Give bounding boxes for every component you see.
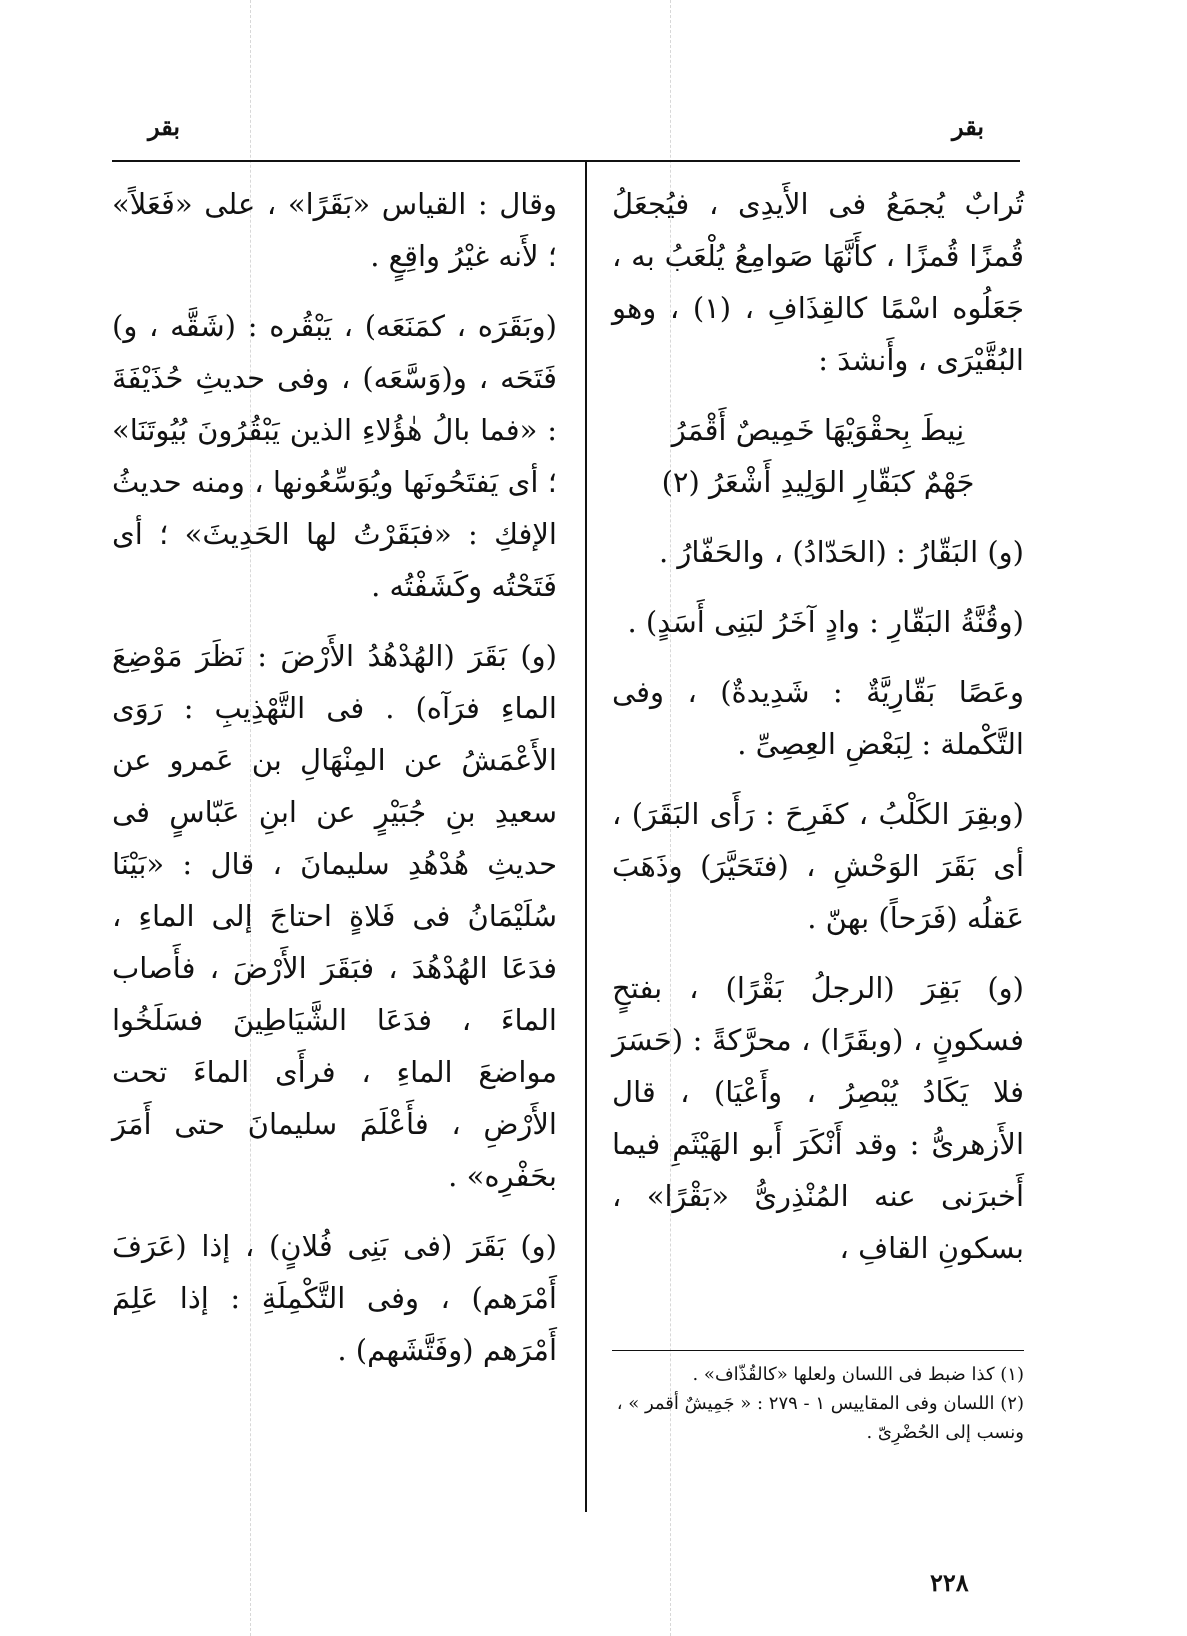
- paragraph: (و) البَقّارُ : (الحَدّادُ) ، والحَفّارُ .: [658, 535, 1024, 569]
- paragraph: (وبَقَرَه ، كمَنَعَه) ، يَبْقُره : (شَقَّه ، و) فَتَحَه ، و(وَسَّعَه) ، وفى حديثِ حُذَيْفَةَ : «فما بالُ هٰؤُلاءِ الذين يَبْقُرُونَ بُيُوتَنَا» ؛ أى يَفتَحُونَها ويُوَسِّعُونها ، ومنه حديثُ الإفكِ : «فبَقَرْتُ لها الحَدِيثَ» ؛ أى فَتَحْتُه وكَشَفْتُه .: [112, 309, 557, 603]
- verse-line: جَهْمٌ كبَقّارِ الوَلِيدِ أَشْعَرُ (٢): [661, 465, 975, 499]
- footnote: (١) كذا ضبط فى اللسان ولعلها «كالقُذّاف» .: [692, 1364, 1024, 1385]
- paragraph: (و) بَقِرَ (الرجلُ بَقْرًا) ، بفتحٍ فسكونٍ ، (وبقَرًا) ، محرَّكةً : (حَسَرَ فلا يَكَادُ يُبْصِرُ ، وأَعْيَا) ، قال الأَزهرىُّ : وقد أَنْكَرَ أَبو الهَيْثَمِ فيما أَخبرَنى عنه المُنْذِرىُّ «بَقْرًا» ، بسكونِ القافِ ،: [612, 971, 1024, 1265]
- paragraph: (وقُنَّةُ البَقّارِ : وادٍ آخَرُ لبَنِى أَسَدٍ) .: [627, 605, 1024, 639]
- paragraph: وعَصًا بَقّارِيَّةٌ : شَدِيدةٌ) ، وفى التَّكْملة : لِبَعْضِ العِصِىِّ .: [612, 675, 1024, 761]
- footnote-rule: [612, 1350, 1024, 1351]
- footnotes: [612, 1360, 1024, 1447]
- running-head-right: بقر: [952, 112, 985, 141]
- paragraph: تُرابٌ يُجمَعُ فى الأَيدِى ، فيُجعَلُ قُمزًا قُمزًا ، كأَنَّهَا صَوامِعُ يُلْعَبُ به ، جَعَلُوه اسْمًا كالقِذَافِ ، (١) ، وهو البُقَّيْرَى ، وأَنشدَ :: [612, 187, 1024, 377]
- column-divider: [585, 160, 587, 1512]
- running-head-left: بقر: [148, 112, 181, 141]
- verse-line: نِيطَ بِحقْوَيْهَا خَمِيصٌ أَقْمَرُ: [671, 413, 965, 447]
- right-column: [612, 178, 1024, 1292]
- verse: [612, 404, 1024, 508]
- paragraph: وقال : القياس «بَقَرًا» ، على «فَعَلاً» ؛ لأَنه غيْرُ واقِعٍ .: [112, 187, 557, 273]
- header-rule: [112, 160, 1020, 162]
- left-column: [112, 178, 557, 1394]
- page-number: ٢٢٨: [930, 1568, 969, 1597]
- paragraph: (وبقِرَ الكَلْبُ ، كفَرِحَ : رَأَى البَقَرَ) ، أى بَقَرَ الوَحْشِ ، (فتَحَيَّرَ) وذَهَبَ عَقلُه (فَرَحاً) بهنّ .: [612, 797, 1024, 935]
- paragraph: (و) بَقَرَ (الهُدْهُدُ الأَرْضَ : نَظَرَ مَوْضِعَ الماءِ فرَآه) . فى التَّهْذِيبِ : رَوَى الأَعْمَشُ عن المِنْهَالِ بن عَمرو عن سعيدِ بنِ جُبَيْرٍ عن ابنِ عَبّاسٍ فى حديثِ هُدْهُدِ سليمانَ ، قال : «بَيْنَا سُلَيْمَانُ فى فَلاةٍ احتاجَ إلى الماءِ ، فدَعَا الهُدْهُدَ ، فبَقَرَ الأَرْضَ ، فأَصاب الماءَ ، فدَعَا الشَّيَاطِينَ فسَلَخُوا مواضعَ الماءِ ، فرأَى الماءَ تحت الأَرْضِ ، فأَعْلَمَ سليمانَ حتى أَمَرَ بحَفْرِه» .: [112, 639, 557, 1193]
- footnote: (٢) اللسان وفى المقاييس ١ - ٢٧٩ : « جَمِيشٌ أقمر » ، ونسب إلى الحُضْرِىّ .: [616, 1393, 1024, 1443]
- paragraph: (و) بَقَرَ (فى بَنِى فُلانٍ) ، إذا (عَرَفَ أَمْرَهم) ، وفى التَّكْمِلَةِ : إذا عَلِمَ أَمْرَهم (وفَتَّشَهم) .: [112, 1229, 557, 1367]
